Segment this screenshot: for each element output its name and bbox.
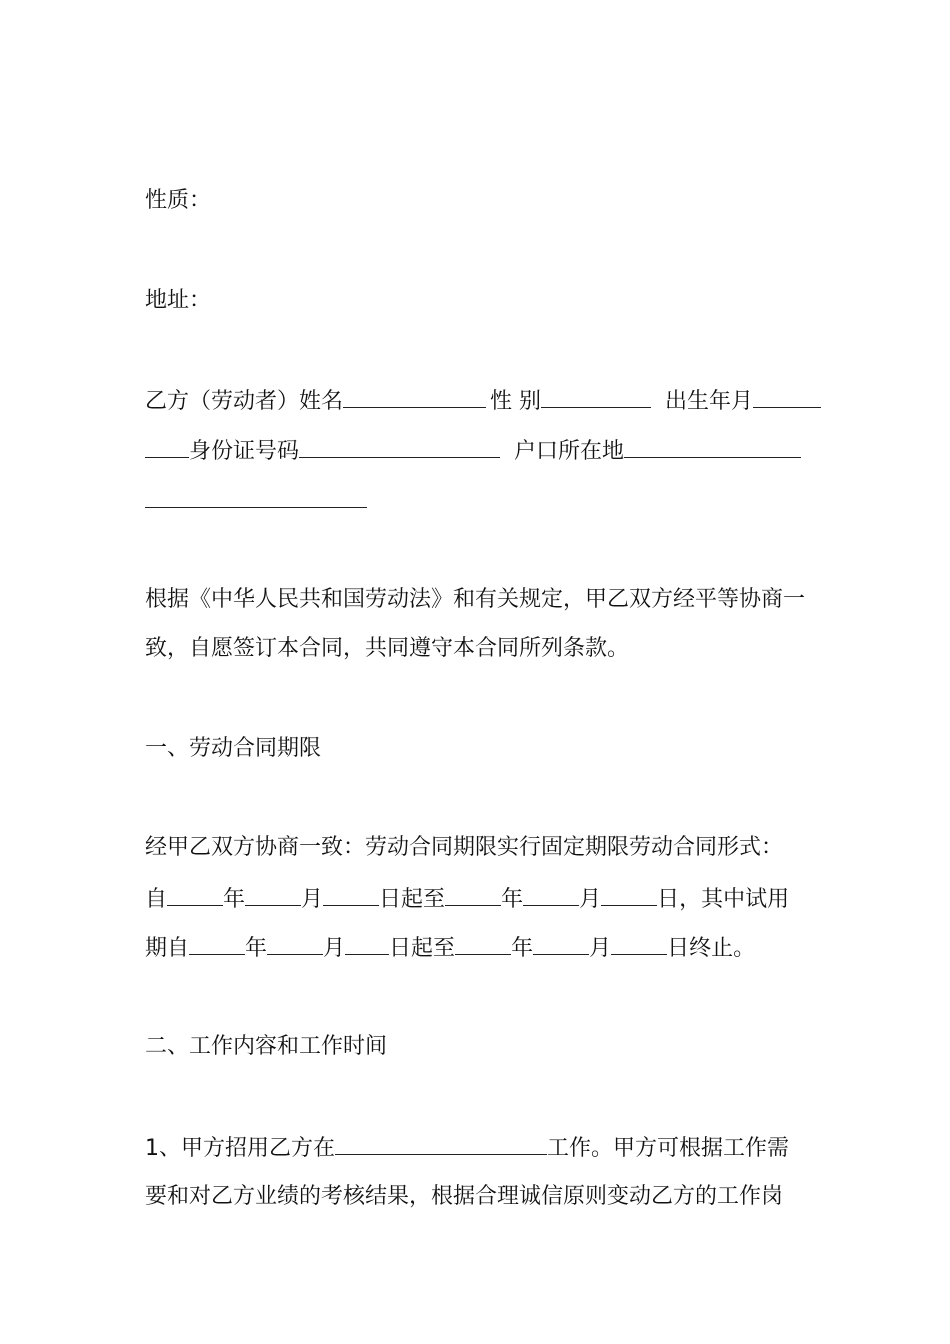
- section-2-item-1-line-2: [145, 1182, 783, 1212]
- employee-info-line-3: [145, 485, 367, 517]
- employee-birth-blank-cont[interactable]: [145, 435, 189, 458]
- preamble-text-2: 致，自愿签订本合同，共同遵守本合同所列条款。: [145, 636, 630, 661]
- term-end-month-blank[interactable]: [523, 883, 579, 906]
- employee-hukou-blank[interactable]: [624, 435, 801, 458]
- trial-start-year-blank[interactable]: [189, 932, 245, 955]
- trial-end-day-blank[interactable]: [611, 932, 667, 955]
- trial-from-label: 期自: [145, 936, 190, 961]
- contract-term-line: [145, 883, 789, 915]
- company-address-field: [145, 286, 211, 316]
- day-end-label: 日终止。: [667, 936, 756, 961]
- term-end-year-blank[interactable]: [445, 883, 501, 906]
- trial-end-month-blank[interactable]: [533, 932, 589, 955]
- term-end-day-blank[interactable]: [601, 883, 657, 906]
- section-2-title: 二、工作内容和工作时间: [145, 1034, 388, 1059]
- section-1-heading: [145, 734, 321, 764]
- employee-gender-label: 性 别: [490, 389, 542, 414]
- preamble-line-2: [145, 634, 629, 664]
- employee-name-blank[interactable]: [343, 385, 486, 408]
- employee-gender-blank[interactable]: [541, 385, 651, 408]
- year-label: 年: [223, 887, 246, 912]
- day-from-to-label: 日起至: [389, 936, 456, 961]
- item-1-text-2: 要和对乙方业绩的考核结果，根据合理诚信原则变动乙方的工作岗: [145, 1184, 784, 1209]
- item-1-prefix: 1、甲方招用乙方在: [145, 1136, 335, 1161]
- month-label: 月: [589, 936, 612, 961]
- employee-id-label: 身份证号码: [189, 439, 300, 464]
- term-start-year-blank[interactable]: [167, 883, 223, 906]
- trial-start-month-blank[interactable]: [267, 932, 323, 955]
- section-2-item-1-line-1: [145, 1132, 789, 1164]
- section-1-title: 一、劳动合同期限: [145, 736, 322, 761]
- day-from-to-label: 日起至: [379, 887, 446, 912]
- term-from-label: 自: [145, 887, 168, 912]
- company-nature-label: 性质：: [145, 188, 212, 213]
- job-position-blank[interactable]: [335, 1132, 547, 1155]
- preamble-line-1: [145, 585, 805, 615]
- section-2-heading: [145, 1032, 387, 1062]
- day-trial-label: 日，其中试用: [657, 887, 790, 912]
- trial-start-day-blank[interactable]: [345, 932, 389, 955]
- section-1-text-1: 经甲乙双方协商一致：劳动合同期限实行固定期限劳动合同形式：: [145, 835, 784, 860]
- item-1-suffix: 工作。甲方可根据工作需: [547, 1136, 790, 1161]
- month-label: 月: [323, 936, 346, 961]
- year-label: 年: [245, 936, 268, 961]
- term-start-day-blank[interactable]: [323, 883, 379, 906]
- term-start-month-blank[interactable]: [245, 883, 301, 906]
- employee-birth-blank[interactable]: [753, 385, 821, 408]
- employee-info-line-1: [145, 385, 821, 417]
- month-label: 月: [301, 887, 324, 912]
- employee-hukou-label: 户口所在地: [514, 439, 625, 464]
- employee-name-label: 乙方（劳动者）姓名: [145, 389, 344, 414]
- preamble-text-1: 根据《中华人民共和国劳动法》和有关规定，甲乙双方经平等协商一: [145, 587, 806, 612]
- employee-birth-label: 出生年月: [665, 389, 754, 414]
- year-label: 年: [511, 936, 534, 961]
- company-nature-field: [145, 186, 211, 216]
- employee-info-line-2: [145, 435, 801, 467]
- month-label: 月: [579, 887, 602, 912]
- year-label: 年: [501, 887, 524, 912]
- section-1-line-1: [145, 833, 783, 863]
- trial-end-year-blank[interactable]: [455, 932, 511, 955]
- company-address-label: 地址：: [145, 288, 212, 313]
- employee-id-blank[interactable]: [299, 435, 500, 458]
- trial-term-line: [145, 932, 755, 964]
- employee-hukou-blank-cont[interactable]: [145, 485, 367, 508]
